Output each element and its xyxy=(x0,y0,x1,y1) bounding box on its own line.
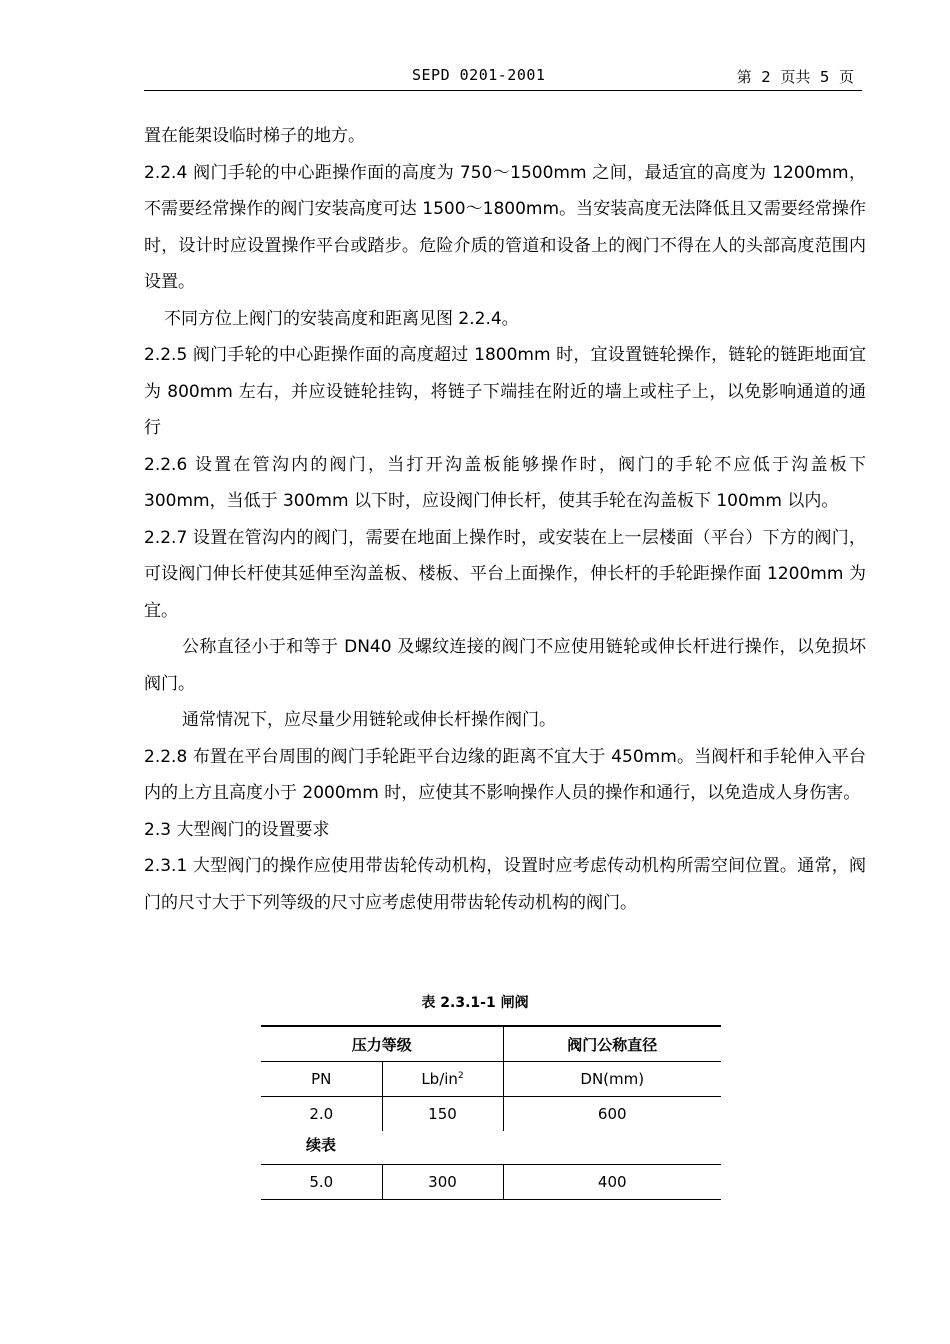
pressure-class-header: 压力等级 xyxy=(261,1026,503,1062)
table-row xyxy=(261,1097,721,1132)
paragraph-continuation: 置在能架设临时梯子的地方。 xyxy=(144,126,365,146)
dn-mm-header: DN(mm) xyxy=(503,1062,721,1097)
gate-valve-table-continued xyxy=(261,1164,721,1200)
section-2-3-heading: 2.3 大型阀门的设置要求 xyxy=(144,819,330,840)
table-cell-lb: 300 xyxy=(382,1165,503,1200)
table-cell-pn: 5.0 xyxy=(261,1165,382,1200)
section-2-2-5: 2.2.5 阀门手轮的中心距操作面的高度超过 1800mm 时，宜设置链轮操作，链轮的链距地面宜为 800mm 左右，并应设链轮挂钩，将链子下端挂在附近的墙上或柱子上，以免影响通道的通行 xyxy=(144,345,866,438)
paragraph-general-note: 通常情况下，应尽量少用链轮或伸长杆操作阀门。 xyxy=(182,710,556,730)
page-number-info: 第 2 页共 5 页 xyxy=(736,68,854,86)
table-cell-pn: 2.0 xyxy=(261,1097,382,1132)
page-header xyxy=(144,66,862,91)
section-2-2-8: 2.2.8 布置在平台周围的阀门手轮距平台边缘的距离不宜大于 450mm。当阀杆和手轮伸入平台内的上方且高度小于 2000mm 时，应使其不影响操作人员的操作和通行，以免造成人身伤害。 xyxy=(144,746,866,803)
section-2-3-1: 2.3.1 大型阀门的操作应使用带齿轮传动机构，设置时应考虑传动机构所需空间位置。通常，阀门的尺寸大于下列等级的尺寸应考虑使用带齿轮传动机构的阀门。 xyxy=(144,856,866,913)
section-2-2-7: 2.2.7 设置在管沟内的阀门，需要在地面上操作时，或安装在上一层楼面（平台）下方的阀门，可设阀门伸长杆使其延伸至沟盖板、楼板、平台上面操作，伸长杆的手轮距操作面 1200mm 为宜。 xyxy=(144,527,866,621)
paragraph-dn40-note: 公称直径小于和等于 DN40 及螺纹连接的阀门不应使用链轮或伸长杆进行操作，以免损坏阀门。 xyxy=(144,637,866,694)
pn-header: PN xyxy=(261,1062,382,1097)
paragraph-figure-reference: 不同方位上阀门的安装高度和距离见图 2.2.4。 xyxy=(164,308,519,329)
continued-table-label: 续表 xyxy=(306,1136,337,1154)
section-2-2-4: 2.2.4 阀门手轮的中心距操作面的高度为 750～1500mm 之间，最适宜的高度为 1200mm，不需要经常操作的阀门安装高度可达 1500～1800mm。当安装高度无法降低且又需要经常操作时，设计时应设置操作平台或踏步。危险介质的管道和设备上的阀门不得在人的头部高度范围内设置。 xyxy=(144,162,866,292)
section-2-2-6: 2.2.6 设置在管沟内的阀门，当打开沟盖板能够操作时，阀门的手轮不应低于沟盖板下 300mm，当低于 300mm 以下时，应设阀门伸长杆，使其手轮在沟盖板下 100mm 以内。 xyxy=(144,454,866,511)
nominal-diameter-header: 阀门公称直径 xyxy=(503,1026,721,1062)
document-code: SEPD 0201-2001 xyxy=(412,66,546,84)
table-cell-dn: 600 xyxy=(597,1105,627,1123)
table-row xyxy=(261,1165,721,1200)
lb-in2-header: $Lb/in^2$ xyxy=(382,1062,503,1097)
document-body xyxy=(144,118,866,921)
table-caption: 表 2.3.1-1 闸阀 xyxy=(421,995,529,1011)
table-column-header-row xyxy=(261,1062,721,1097)
table-group-header-row xyxy=(261,1026,721,1062)
gate-valve-table xyxy=(261,1025,721,1131)
table-cell-dn: 400 xyxy=(597,1173,627,1191)
table-cell-lb: 150 xyxy=(382,1097,503,1132)
